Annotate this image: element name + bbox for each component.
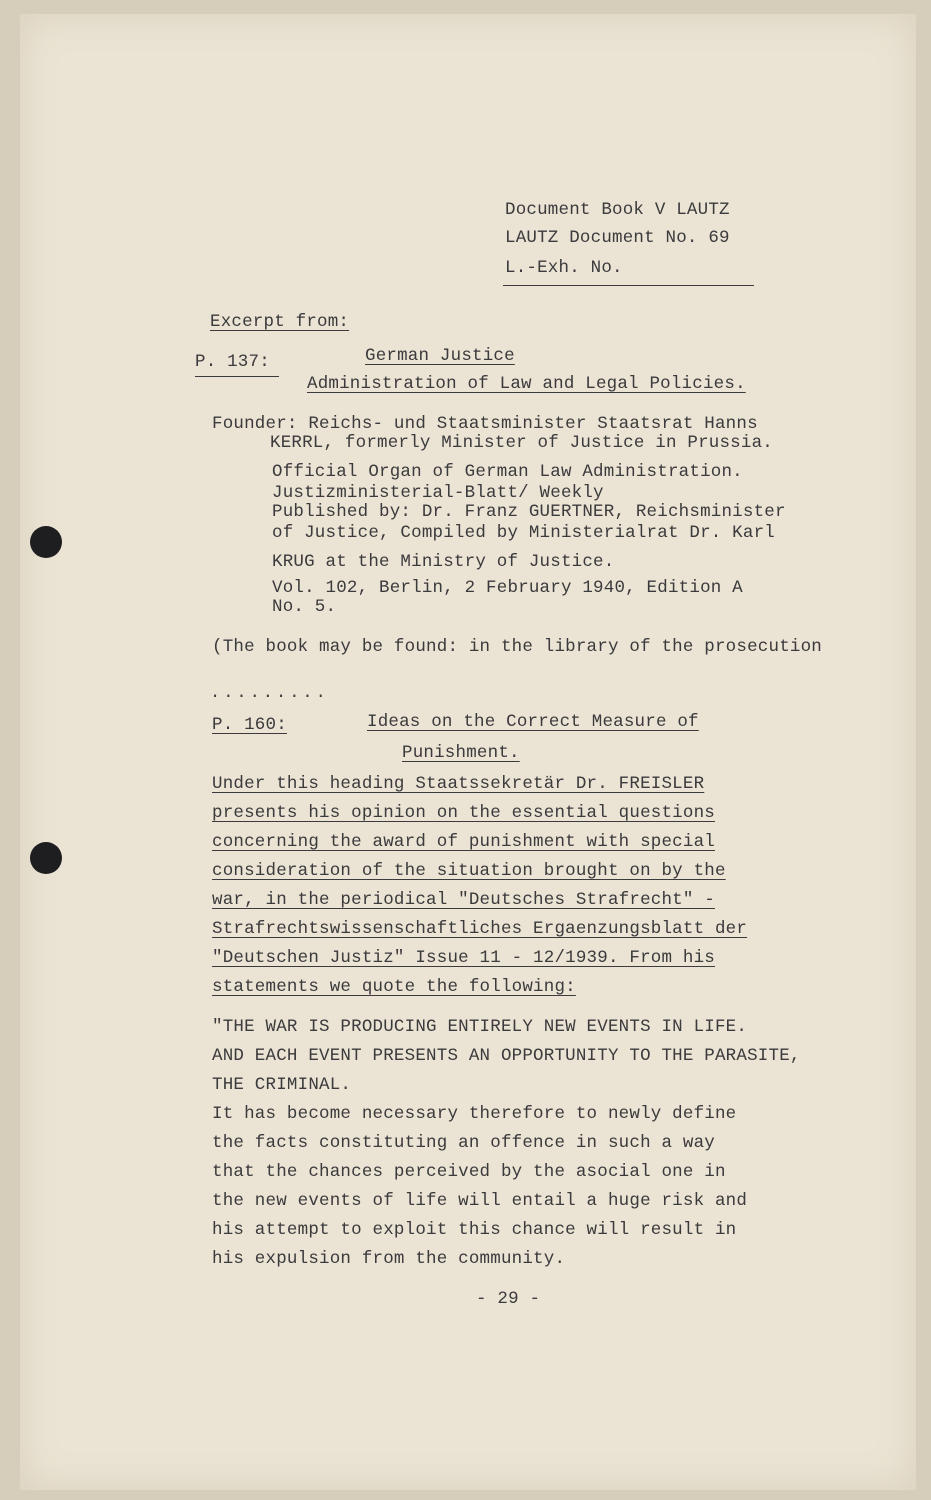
section-title-2: Punishment. xyxy=(402,743,520,763)
source-title: German Justice xyxy=(365,346,515,366)
volume-line-2: No. 5. xyxy=(272,597,337,617)
organ-line: Official Organ of German Law Administration. xyxy=(272,462,743,482)
header-rule xyxy=(503,285,754,286)
ellipsis-separator: ......... xyxy=(210,684,329,703)
doc-book-line: Document Book V LAUTZ xyxy=(505,200,730,220)
punch-hole-bottom xyxy=(30,842,62,874)
para-line-1: Under this heading Staatssekretär Dr. FREISLER xyxy=(212,774,705,794)
para-line-6: Strafrechtswissenschaftliches Ergaenzungsblatt der xyxy=(212,919,748,939)
page-number: - 29 - xyxy=(476,1289,541,1309)
section-title-1: Ideas on the Correct Measure of xyxy=(367,712,699,732)
source-page-ref: P. 137: xyxy=(195,352,270,372)
document-page xyxy=(20,14,916,1490)
volume-line-1: Vol. 102, Berlin, 2 February 1940, Edition A xyxy=(272,578,743,598)
continuation-line-5: his attempt to exploit this chance will result in xyxy=(212,1220,737,1240)
published-line-1: Published by: Dr. Franz GUERTNER, Reichsminister xyxy=(272,502,786,522)
section-page-ref: P. 160: xyxy=(212,715,287,735)
quote-line-3: THE CRIMINAL. xyxy=(212,1075,352,1095)
blatt-line: Justizministerial-Blatt/ Weekly xyxy=(272,483,604,503)
para-line-8: statements we quote the following: xyxy=(212,977,576,997)
continuation-line-2: the facts constituting an offence in such a way xyxy=(212,1133,715,1153)
library-note: (The book may be found: in the library of the prosecution xyxy=(212,637,822,657)
quote-line-2: AND EACH EVENT PRESENTS AN OPPORTUNITY TO THE PARASITE, xyxy=(212,1046,801,1066)
para-line-5: war, in the periodical "Deutsches Strafrecht" - xyxy=(212,890,715,910)
doc-number-line: LAUTZ Document No. 69 xyxy=(505,228,730,248)
punch-hole-top xyxy=(30,526,62,558)
para-line-2: presents his opinion on the essential questions xyxy=(212,803,715,823)
continuation-line-3: that the chances perceived by the asocial one in xyxy=(212,1162,726,1182)
source-subtitle: Administration of Law and Legal Policies. xyxy=(307,374,746,394)
krug-line: KRUG at the Ministry of Justice. xyxy=(272,552,615,572)
excerpt-label: Excerpt from: xyxy=(210,312,350,332)
quote-line-1: "THE WAR IS PRODUCING ENTIRELY NEW EVENTS IN LIFE. xyxy=(212,1017,748,1037)
continuation-line-4: the new events of life will entail a huge risk and xyxy=(212,1191,748,1211)
para-line-7: "Deutschen Justiz" Issue 11 - 12/1939. From his xyxy=(212,948,715,968)
founder-line-2: KERRL, formerly Minister of Justice in Prussia. xyxy=(270,433,773,453)
page-ref-rule xyxy=(195,376,279,377)
exhibit-line: L.-Exh. No. xyxy=(505,258,623,278)
published-line-2: of Justice, Compiled by Ministerialrat Dr. Karl xyxy=(272,523,775,543)
para-line-4: consideration of the situation brought on by the xyxy=(212,861,726,881)
founder-line-1: Founder: Reichs- und Staatsminister Staatsrat Hanns xyxy=(212,414,758,434)
para-line-3: concerning the award of punishment with special xyxy=(212,832,715,852)
continuation-line-6: his expulsion from the community. xyxy=(212,1249,566,1269)
continuation-line-1: It has become necessary therefore to newly define xyxy=(212,1104,737,1124)
